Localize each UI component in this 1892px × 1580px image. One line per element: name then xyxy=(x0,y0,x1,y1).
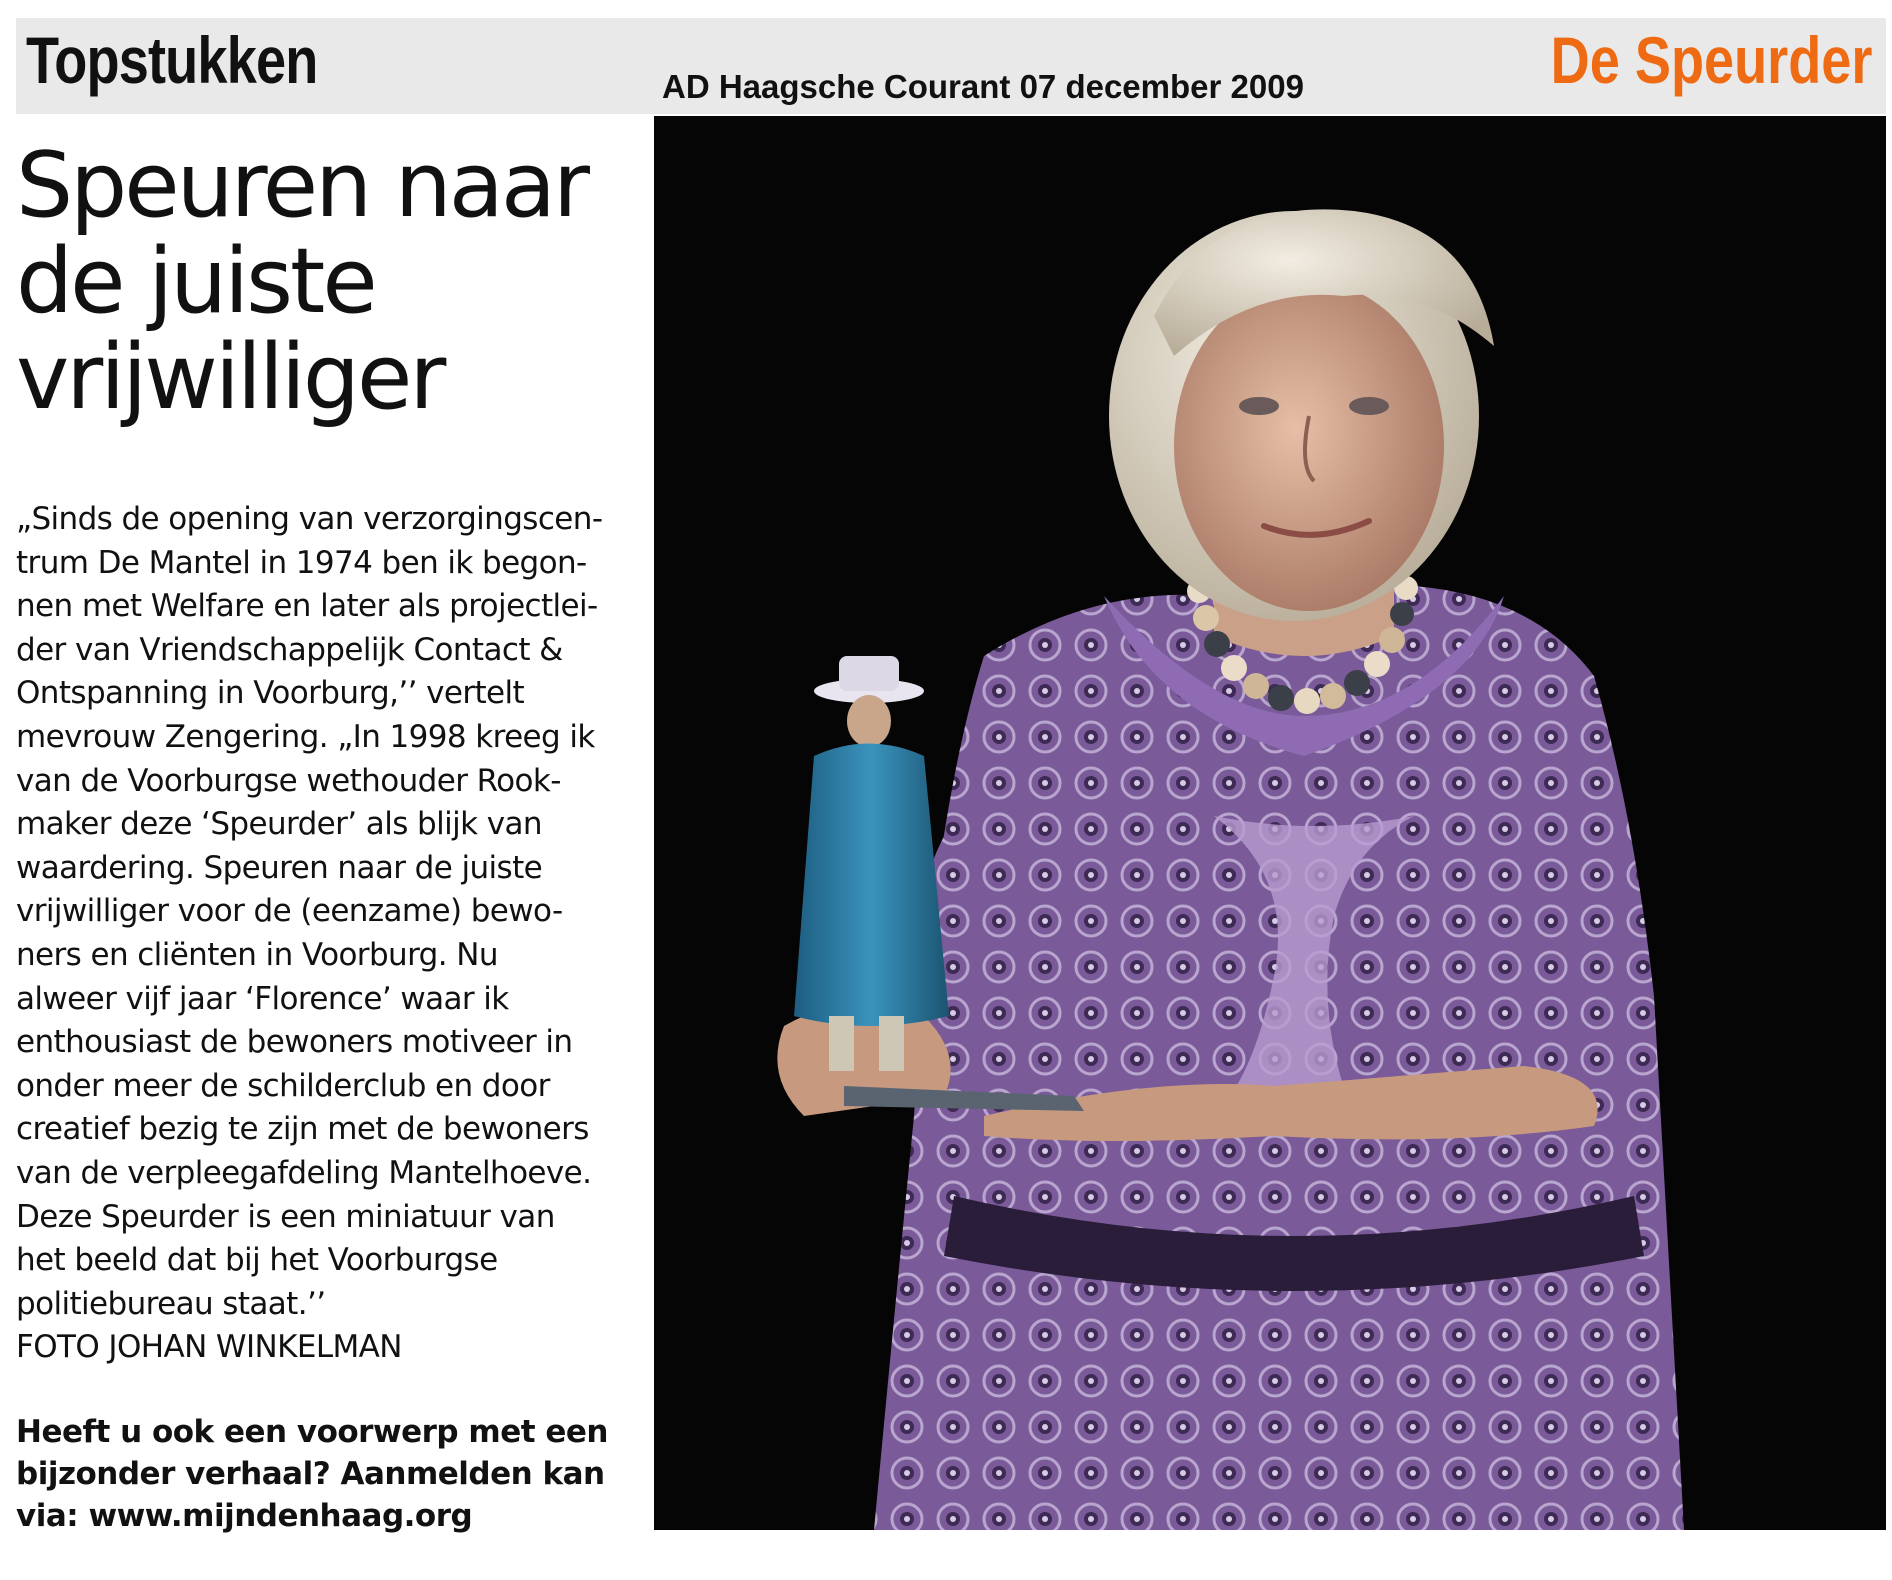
body-line: ners en cliënten in Voorburg. Nu xyxy=(16,936,498,973)
cta-line: via: www.mijndenhaag.org xyxy=(16,1498,473,1534)
body-line: „Sinds de opening van verzorgingscen- xyxy=(16,501,603,537)
cta-line: bijzonder verhaal? Aanmelden kan xyxy=(16,1456,605,1492)
portrait-illustration xyxy=(654,116,1886,1530)
source-line: AD Haagsche Courant 07 december 2009 xyxy=(662,68,1304,105)
body-line: mevrouw Zengering. „In 1998 kreeg ik xyxy=(16,718,595,755)
body-line: trum De Mantel in 1974 ben ik begon- xyxy=(16,544,587,581)
body-line: creatief bezig te zijn met de bewoners xyxy=(16,1111,589,1148)
body-line: der van Vriendschappelijk Contact & xyxy=(16,631,563,668)
body-line: van de Voorburgse wethouder Rook- xyxy=(16,762,561,799)
headline xyxy=(16,133,656,430)
headline-line: vrijwilliger xyxy=(16,325,444,430)
headline-line: de juiste xyxy=(16,229,375,334)
body-line: alweer vijf jaar ‘Florence’ waar ik xyxy=(16,980,509,1017)
photo-credit: FOTO JOHAN WINKELMAN xyxy=(16,1329,402,1366)
body-line: vrijwilliger voor de (eenzame) bewo- xyxy=(16,893,563,930)
body-line: Ontspanning in Voorburg,’’ vertelt xyxy=(16,675,525,712)
body-line: maker deze ‘Speurder’ als blijk van xyxy=(16,806,542,843)
body-line: Deze Speurder is een miniatuur van xyxy=(16,1198,555,1235)
body-line: onder meer de schilderclub en door xyxy=(16,1067,550,1104)
article-body xyxy=(16,498,616,1370)
section-label: Topstukken xyxy=(26,23,318,97)
body-line: het beeld dat bij het Voorburgse xyxy=(16,1242,498,1279)
figurine-icon xyxy=(794,656,949,1071)
body-line: van de verpleegafdeling Mantelhoeve. xyxy=(16,1154,592,1191)
body-line: nen met Welfare en later als projectlei- xyxy=(16,588,598,625)
portrait-photo xyxy=(654,116,1886,1530)
body-line: waardering. Speuren naar de juiste xyxy=(16,849,543,886)
brand-label: De Speurder xyxy=(1550,23,1872,97)
head-shape xyxy=(1109,209,1494,621)
body-line: enthousiast de bewoners motiveer in xyxy=(16,1024,573,1061)
call-to-action xyxy=(16,1411,636,1537)
headline-line: Speuren naar xyxy=(16,133,588,238)
cta-line: Heeft u ook een voorwerp met een xyxy=(16,1414,608,1450)
body-line: politiebureau staat.’’ xyxy=(16,1285,326,1322)
